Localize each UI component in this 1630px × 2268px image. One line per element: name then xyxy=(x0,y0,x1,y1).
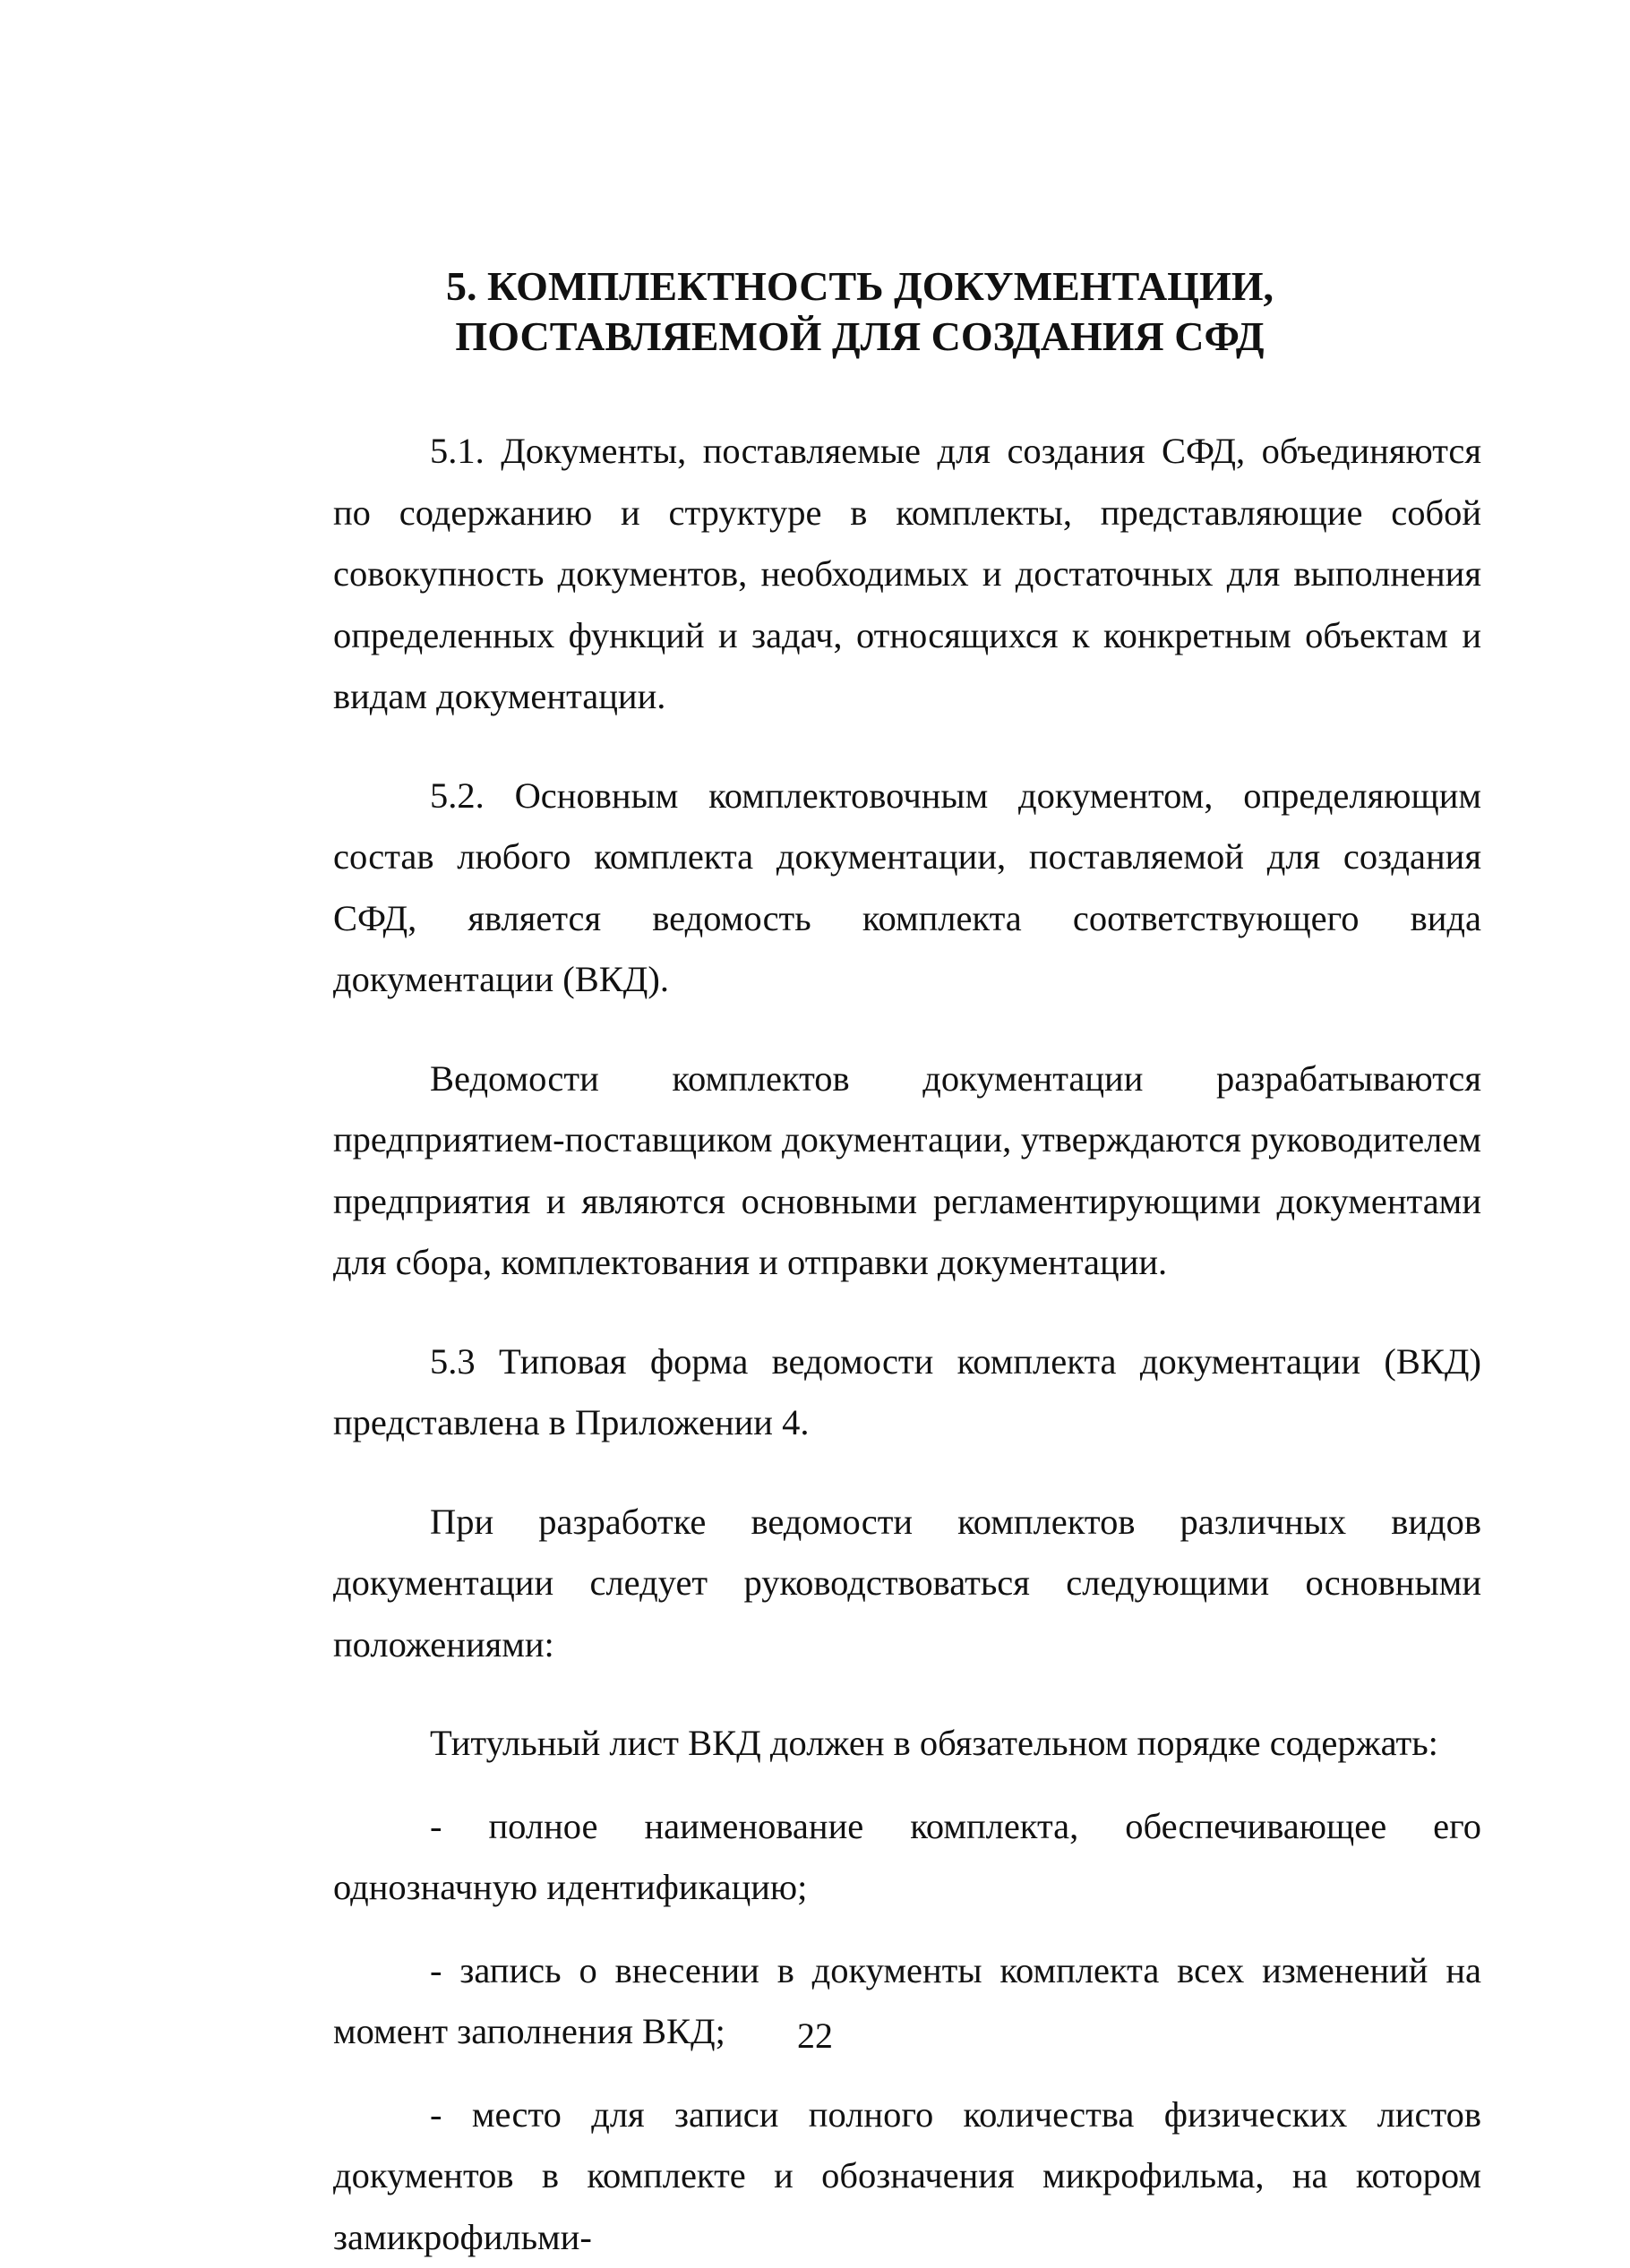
page-number: 22 xyxy=(0,2015,1630,2058)
section-heading-line-2: ПОСТАВЛЯЕМОЙ ДЛЯ СОЗДАНИЯ СФД xyxy=(340,312,1379,362)
section-heading-line-1: 5. КОМПЛЕКТНОСТЬ ДОКУМЕНТАЦИИ, xyxy=(340,261,1379,312)
list-item-sheet-count: - место для записи полного количества физических листов документов в комплекте и обозначения микрофильма, на котором замикрофильми- xyxy=(333,2084,1481,2268)
paragraph-5-1: 5.1. Документы, поставляемые для создания СФД, объединяются по содержанию и структуре в комплекты, представляющие собой совокупность документов, необходимых и достаточных для выполнения определенных функций и задач, относящихся к конкретным объектам и видам документации. xyxy=(333,421,1481,728)
paragraph-title-sheet: Титульный лист ВКД должен в обязательном порядке содержать: xyxy=(333,1713,1481,1775)
section-heading xyxy=(340,261,1379,362)
list-item-full-name: - полное наименование комплекта, обеспечивающее его однозначную идентификацию; xyxy=(333,1796,1481,1919)
paragraph-5-2: 5.2. Основным комплектовочным документом, определяющим состав любого комплекта документации, поставляемой для создания СФД, является ведомость комплекта соответствующего вида документации (ВКД). xyxy=(333,766,1481,1011)
list-item-changes-record: - запись о внесении в документы комплекта всех изменений на момент заполнения ВКД; xyxy=(333,1940,1481,2063)
paragraph-development-rules: При разработке ведомости комплектов различных видов документации следует руководствоваться следующими основными положениями: xyxy=(333,1492,1481,1676)
paragraph-5-3: 5.3 Типовая форма ведомости комплекта документации (ВКД) представлена в Приложении 4. xyxy=(333,1331,1481,1454)
document-body xyxy=(333,421,1481,2268)
paragraph-vkd-development: Ведомости комплектов документации разрабатываются предприятием-поставщиком документации, утверждаются руководителем предприятия и являются основными регламентирующими документами для сбора, комплектования и отправки документации. xyxy=(333,1048,1481,1294)
